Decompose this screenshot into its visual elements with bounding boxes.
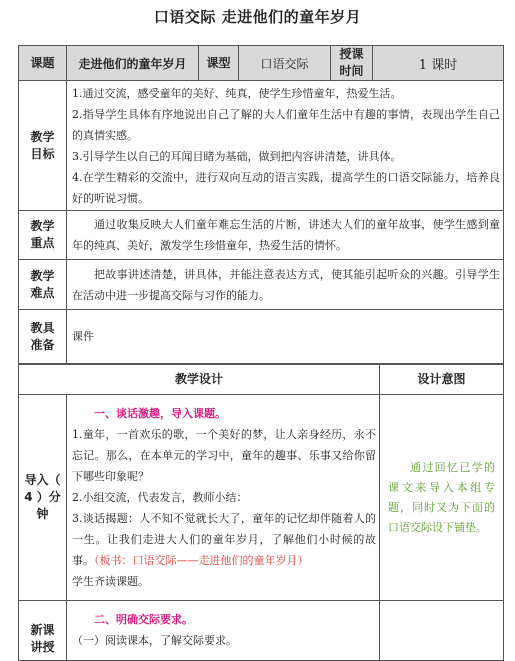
new-lesson-content [67, 601, 380, 661]
keypoints-text: 通过收集反映大人们童年难忘生活的片断，讲述大人们的童年故事，使学生感到童年的纯真、美好，激发学生珍惜童年，热爱生活的情怀。 [67, 211, 504, 260]
intro-content [67, 395, 380, 601]
intro-row [19, 395, 504, 601]
goal-item: 4.在学生精彩的交流中，进行双向互动的语言实践，提高学生的口语交际能力，培养良好的听说习惯。 [72, 170, 500, 205]
new-lesson-label [19, 601, 67, 661]
goal-item: 2.指导学生具体有序地说出自己了解的大人们童年生活中有趣的事情，表现出学生自己的真情实感。 [72, 107, 500, 142]
topic-label: 课题 [19, 46, 67, 81]
difficulties-text: 把故事讲述清楚，讲具体，并能注意表达方式，使其能引起听众的兴趣。引导学生在活动中进一步提高交际与习作的能力。 [67, 260, 504, 310]
keypoints-label: 教学重点 [19, 211, 67, 260]
intro-intent [380, 395, 504, 601]
difficulties-label: 教学难点 [19, 260, 67, 310]
intro-paragraph: 学生齐读课题。 [72, 575, 149, 588]
type-value: 口语交际 [239, 46, 331, 81]
intro-paragraph [72, 508, 376, 571]
preparation-text: 课件 [67, 310, 504, 364]
preparation-row [19, 310, 504, 364]
intro-paragraph: 2.小组交流，代表发言，教师小结： [72, 491, 248, 504]
intro-text: 3.谈话揭题：人不知不觉就长大了，童年的记忆却伴随着人的一生。让我们走进大人们的童年岁月，了解他们小时候的故事。 [72, 512, 377, 567]
new-lesson-paragraph: （一）阅读课本，了解交际要求。 [72, 634, 237, 647]
new-lesson-intent [380, 601, 504, 661]
intro-intent-text: 通过回忆已学的课文来导入本组专题，同时又为下面的口语交际设下铺垫。 [388, 460, 496, 534]
design-table [18, 364, 504, 661]
new-lesson-label-text: 新课讲授 [30, 623, 55, 654]
intro-heading: 一、谈话激趣，导入课题。 [94, 407, 226, 420]
design-header-row [19, 365, 504, 395]
preparation-label: 教具准备 [19, 310, 67, 364]
blackboard-note: （板书：口语交际——走进他们的童年岁月） [94, 554, 309, 567]
goal-item: 1.通过交流，感受童年的美好、纯真，使学生珍惜童年，热爱生活。 [72, 86, 402, 100]
intro-label: 导入（ 4 ）分钟 [19, 395, 67, 601]
page-title: 口语交际 走进他们的童年岁月 [153, 8, 362, 26]
intent-header: 设计意图 [380, 365, 504, 395]
design-header: 教学设计 [19, 365, 380, 395]
lesson-info-table [18, 45, 504, 364]
time-label: 授课时间 [331, 46, 373, 81]
goal-item: 3.引导学生以自己的耳闻目睹为基础，做到把内容讲清楚，讲具体。 [72, 149, 402, 163]
type-label: 课型 [199, 46, 239, 81]
topic-value: 走进他们的童年岁月 [67, 46, 199, 81]
difficulties-row [19, 260, 504, 310]
header-row [19, 46, 504, 81]
time-value: 1 课时 [373, 46, 504, 81]
goals-list [67, 81, 504, 211]
goals-row [19, 81, 504, 211]
keypoints-row [19, 211, 504, 260]
intro-paragraph: 1.童年，一首欢乐的歌，一个美好的梦，让人亲身经历，永不忘记。那么，在本单元的学习中，童年的趣事、乐事又给你留下哪些印象呢？ [72, 428, 377, 483]
goals-label: 教学目标 [19, 81, 67, 211]
new-lesson-heading: 二、明确交际要求。 [94, 613, 193, 626]
new-lesson-row [19, 601, 504, 661]
